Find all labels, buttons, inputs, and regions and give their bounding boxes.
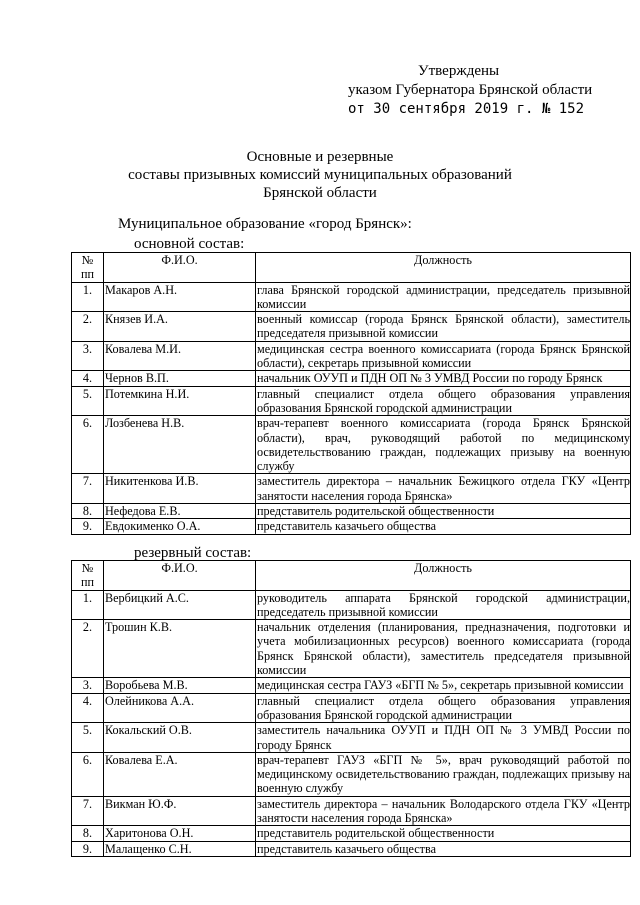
header-name: Ф.И.О.: [104, 561, 256, 591]
row-position: медицинская сестра военного комиссариата (города Брянск Брянской области), секретарь призывной комиссии: [257, 341, 630, 371]
title-line-1: Основные и резервные: [246, 149, 394, 165]
table-row: [72, 371, 631, 386]
table-row: [72, 826, 631, 841]
approval-line-3: от 30 сентября 2019 г. № 152: [348, 101, 585, 117]
row-name: Чернов В.П.: [104, 371, 256, 386]
row-number: 5.: [72, 723, 104, 753]
table-row: [72, 312, 631, 342]
row-name: Малащенко С.Н.: [104, 841, 256, 856]
header-number: № пп: [72, 561, 104, 591]
header-name: Ф.И.О.: [104, 253, 256, 283]
row-number: 9.: [72, 519, 104, 534]
row-position: представитель казачьего общества: [256, 841, 631, 856]
row-number: 6.: [72, 416, 104, 474]
row-position: военный комиссар (города Брянск Брянской области), заместитель председателя призывной комиссии: [257, 312, 630, 341]
table-row: [72, 620, 631, 678]
table-row: [72, 386, 631, 416]
title-line-2: составы призывных комиссий муниципальных образований: [128, 167, 512, 183]
row-name: Князев И.А.: [104, 312, 256, 342]
row-number: 1.: [72, 590, 104, 620]
row-name: Лозбенева Н.В.: [104, 416, 256, 474]
title-line-3: Брянской области: [263, 185, 377, 201]
row-name: Ковалева М.И.: [104, 341, 256, 371]
document-title: [0, 148, 640, 202]
main-composition-table: [71, 252, 631, 535]
table-row: [72, 590, 631, 620]
row-name: Кокальский О.В.: [104, 723, 256, 753]
reserve-composition-table: [71, 560, 631, 857]
row-number: 9.: [72, 841, 104, 856]
table-row: [72, 723, 631, 753]
row-number: 2.: [72, 312, 104, 342]
row-number: 3.: [72, 341, 104, 371]
row-name: Никитенкова И.В.: [104, 474, 256, 504]
row-number: 3.: [72, 678, 104, 693]
main-section-label: основной состав:: [134, 236, 245, 252]
table-header-row: [72, 253, 631, 283]
row-position: главный специалист отдела общего образования управления образования Брянской городской администрации: [257, 693, 630, 722]
row-position: врач-терапевт ГАУЗ «БГП № 5», врач руководящий работой по медицинскому освидетельствованию граждан, подлежащих призыву на военную службу: [257, 752, 630, 796]
table-header-row: [72, 561, 631, 591]
row-position: заместитель начальника ОУУП и ПДН ОП № 3 УМВД России по городу Брянск: [257, 723, 630, 752]
row-name: Нефедова Е.В.: [104, 504, 256, 519]
row-position: начальник ОУУП и ПДН ОП № 3 УМВД России по городу Брянск: [256, 371, 631, 386]
table-row: [72, 678, 631, 693]
approval-line-1: Утверждены: [418, 63, 500, 79]
row-position: представитель казачьего общества: [256, 519, 631, 534]
table-row: [72, 693, 631, 723]
row-number: 1.: [72, 282, 104, 312]
row-number: 4.: [72, 693, 104, 723]
row-number: 6.: [72, 752, 104, 796]
row-name: Олейникова А.А.: [104, 693, 256, 723]
row-name: Ковалева Е.А.: [104, 752, 256, 796]
table-row: [72, 474, 631, 504]
row-position: заместитель директора – начальник Бежицкого отдела ГКУ «Центр занятости населения города Брянска»: [257, 474, 630, 503]
table-row: [72, 519, 631, 534]
row-position: представитель родительской общественности: [256, 504, 631, 519]
row-position: представитель родительской общественности: [256, 826, 631, 841]
row-name: Потемкина Н.И.: [104, 386, 256, 416]
row-name: Викман Ю.Ф.: [104, 796, 256, 826]
row-number: 7.: [72, 474, 104, 504]
row-position: врач-терапевт военного комиссариата (города Брянск Брянской области), врач, руководящий работой по медицинскому освидетельствованию граждан, подлежащих призыву на военную службу: [257, 416, 630, 474]
table-row: [72, 416, 631, 474]
row-position: руководитель аппарата Брянской городской администрации, председатель призывной комиссии: [257, 590, 630, 619]
row-name: Макаров А.Н.: [104, 282, 256, 312]
table-row: [72, 504, 631, 519]
row-name: Трошин К.В.: [104, 620, 256, 678]
row-name: Воробьева М.В.: [104, 678, 256, 693]
row-number: 8.: [72, 504, 104, 519]
row-position: главный специалист отдела общего образования управления образования Брянской городской администрации: [257, 386, 630, 415]
approval-line-2: указом Губернатора Брянской области: [348, 82, 593, 98]
row-name: Вербицкий А.С.: [104, 590, 256, 620]
row-name: Евдокименко О.А.: [104, 519, 256, 534]
reserve-table-body: [72, 590, 631, 856]
row-name: Харитонова О.Н.: [104, 826, 256, 841]
table-row: [72, 796, 631, 826]
row-number: 8.: [72, 826, 104, 841]
row-position: начальник отделения (планирования, предназначения, подготовки и учета мобилизационных ресурсов) военного комиссариата (города Брянск Брянской области), заместитель председателя призывной комиссии: [257, 620, 630, 678]
reserve-section-label: резервный состав:: [134, 545, 252, 561]
table-row: [72, 752, 631, 796]
row-number: 4.: [72, 371, 104, 386]
table-row: [72, 282, 631, 312]
row-position: медицинская сестра ГАУЗ «БГП № 5», секретарь призывной комиссии: [256, 678, 631, 693]
header-position: Должность: [256, 253, 631, 283]
header-number: № пп: [72, 253, 104, 283]
row-number: 7.: [72, 796, 104, 826]
table-row: [72, 341, 631, 371]
municipality-heading: Муниципальное образование «город Брянск»:: [118, 216, 412, 232]
row-position: глава Брянской городской администрации, председатель призывной комиссии: [257, 282, 630, 311]
row-position: заместитель директора – начальник Володарского отдела ГКУ «Центр занятости населения города Брянска»: [257, 796, 630, 826]
table-row: [72, 841, 631, 856]
approval-block: [330, 62, 630, 119]
header-position: Должность: [256, 561, 631, 591]
main-table-body: [72, 282, 631, 534]
row-number: 5.: [72, 386, 104, 416]
row-number: 2.: [72, 620, 104, 678]
